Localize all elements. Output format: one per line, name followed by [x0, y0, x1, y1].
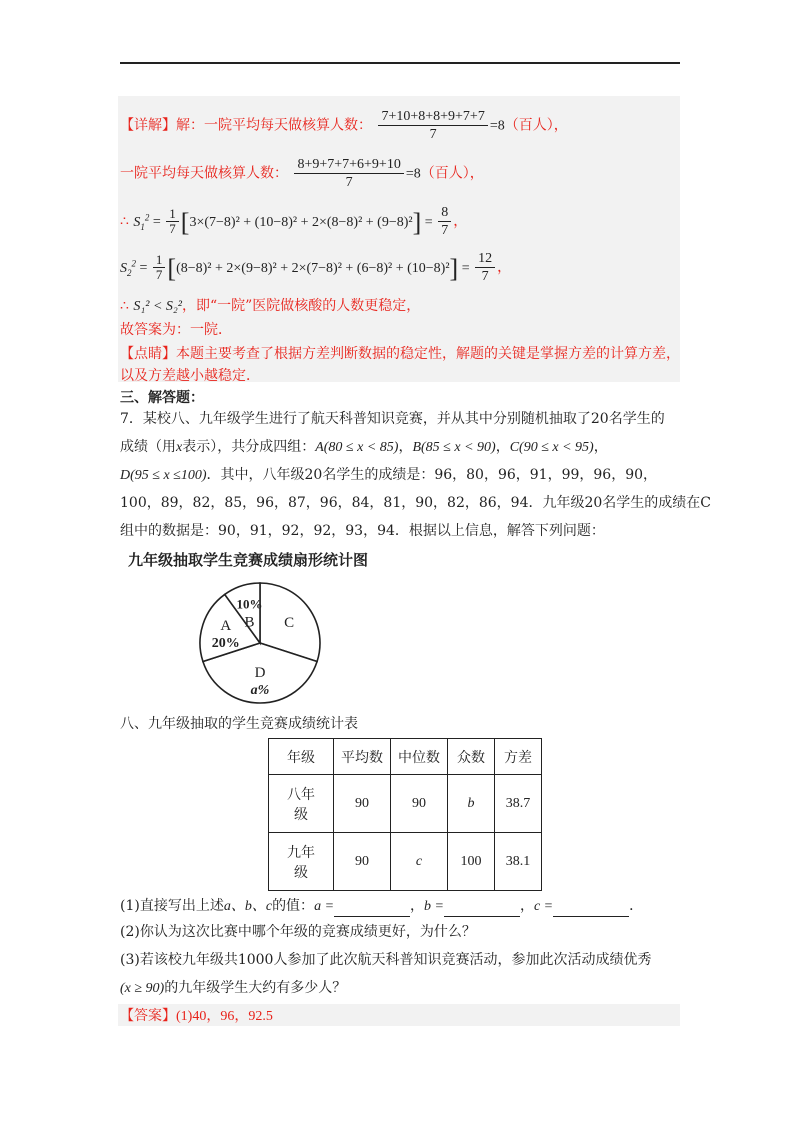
variance-comparison: S₁² < S₂²	[133, 299, 182, 314]
pie-value-b: 10%	[236, 596, 263, 612]
detail-line-2-text: 一院平均每天做核算人数：	[120, 165, 288, 182]
detail-line-3: ∴ $S_1^2$ = $\frac{1}{7}$ [3×(7−8)² + (10−8)² + 2×(8−8)² + (9−8)²] = $\frac{8}{7}$ ，	[120, 205, 468, 238]
fraction-1	[378, 108, 487, 143]
blank-a[interactable]	[334, 896, 410, 917]
variance-1-terms: 3×(7−8)² + (10−8)² + 2×(8−8)² + (9−8)²	[189, 214, 413, 230]
question-7-line-5: 组中的数据是：90，91，92，92，93，94．根据以上信息，解答下列问题：	[120, 523, 605, 539]
table-row	[269, 775, 542, 833]
question-3-line-1: (3)若该校九年级共1000人参加了此次航天科普知识竞赛活动，参加此次活动成绩优秀	[120, 952, 652, 968]
group-b: B(85 ≤ x < 90)	[412, 440, 496, 455]
mode-cell: 100	[448, 833, 495, 891]
median-cell: 90	[391, 775, 448, 833]
blank-b-label: b =	[424, 899, 444, 914]
question-1: (1)直接写出上述a、b、c的值：a = ，b = ，c = ．	[120, 896, 643, 917]
answer-text: (1)40，96，92.5	[176, 1009, 273, 1024]
pie-value-a: 20%	[211, 635, 240, 651]
header-rule	[120, 62, 680, 64]
variance-cell: 38.1	[495, 833, 542, 891]
unit-1: （百人），	[504, 117, 568, 134]
question-7-line-2: 成绩（用x表示），共分成四组：A(80 ≤ x < 85)，B(85 ≤ x < 90)，C(90 ≤ x < 95)，	[120, 439, 608, 455]
header-variance: 方差	[495, 739, 542, 775]
question-7-line-3: D(95 ≤ x ≤100)．其中，八年级20名学生的成绩是：96，80，96，91，99，96，90，	[120, 467, 658, 483]
conclusion-text: ，即“一院”医院做核酸的人数更稳定，	[181, 298, 421, 314]
final-answer-line: 故答案为：一院．	[120, 322, 232, 338]
blank-c-label: c =	[533, 899, 554, 914]
equals-1: =8	[489, 118, 505, 134]
table-row	[269, 833, 542, 891]
group-d: D(95 ≤ x ≤100)	[120, 468, 207, 483]
variance-1-result: $\frac{8}{7}$	[438, 204, 451, 239]
blank-c[interactable]	[553, 896, 629, 917]
mode-cell: b	[448, 775, 495, 833]
fraction-2-den: 7	[345, 175, 353, 190]
fraction-2	[294, 156, 403, 191]
blank-a-label: a =	[314, 899, 335, 914]
comment-line-1: 【点睛】本题主要考查了根据方差判断数据的稳定性，解题的关键是掌握方差的计算方差，	[120, 346, 680, 362]
pie-value-d: a%	[250, 683, 270, 698]
pie-label-b: B	[244, 614, 255, 631]
chart-title: 九年级抽取学生竞赛成绩扇形统计图	[128, 551, 369, 569]
detail-line-1-text: 解：一院平均每天做核算人数：	[176, 117, 372, 134]
s1-symbol: $S_1^2$	[133, 211, 150, 232]
s2-symbol: $S_2^2$	[120, 257, 136, 278]
detail-line-2	[120, 156, 484, 191]
variance-cell: 38.7	[495, 775, 542, 833]
pie-label-d: D	[254, 665, 266, 681]
mean-cell: 90	[334, 775, 391, 833]
table-caption: 八、九年级抽取的学生竞赛成绩统计表	[120, 716, 358, 732]
header-median: 中位数	[391, 739, 448, 775]
unit-2: （百人），	[420, 165, 484, 182]
variance-2-result: $\frac{12}{7}$	[475, 250, 495, 285]
group-c: C(90 ≤ x < 95)	[509, 440, 594, 455]
header-mean: 平均数	[334, 739, 391, 775]
stats-table	[268, 738, 542, 891]
section-heading: 三、解答题：	[120, 390, 204, 406]
one-seventh-1: $\frac{1}{7}$	[166, 207, 179, 236]
comment-tag: 【点睛】	[120, 346, 176, 362]
question-2: (2)你认为这次比赛中哪个年级的竞赛成绩更好，为什么？	[120, 924, 476, 940]
answer-tag: 【答案】	[120, 1008, 176, 1024]
pie-label-c: C	[284, 614, 295, 631]
blank-b[interactable]	[444, 896, 520, 917]
grade-cell: 八年 级	[269, 775, 334, 833]
median-cell: c	[391, 833, 448, 891]
detail-line-1	[120, 108, 568, 143]
group-a: A(80 ≤ x < 85)	[315, 440, 399, 455]
question-7-line-1: 7．某校八、九年级学生进行了航天科普知识竞赛，并从其中分别随机抽取了20名学生的	[120, 411, 665, 427]
detail-line-4: $S_2^2$ = $\frac{1}{7}$ [(8−8)² + 2×(9−8)² + 2×(7−8)² + (6−8)² + (10−8)²] = $\frac{12}{7}$ ，	[120, 251, 512, 284]
answer-line	[120, 1006, 273, 1027]
equals-2: =8	[405, 166, 421, 182]
one-seventh-2: $\frac{1}{7}$	[153, 253, 166, 282]
grade-cell: 九年 级	[269, 833, 334, 891]
question-3-line-2: (x ≥ 90)的九年级学生大约有多少人？	[120, 980, 347, 996]
fraction-2-num: 8+9+7+7+6+9+10	[294, 156, 403, 174]
header-mode: 众数	[448, 739, 495, 775]
variance-2-terms: (8−8)² + 2×(9−8)² + 2×(7−8)² + (6−8)² + (10−8)²	[176, 260, 450, 276]
fraction-1-num: 7+10+8+8+9+7+7	[378, 108, 487, 126]
question-7-line-4: 100，89，82，85，96，87，96，84，81，90，82，86，94．九年级20名学生的成绩在C	[120, 495, 712, 511]
pie-chart	[190, 578, 330, 708]
therefore-symbol-1: ∴	[120, 213, 129, 230]
pie-label-a: A	[220, 617, 232, 634]
table-header-row	[269, 739, 542, 775]
comment-line-2: 以及方差越小越稳定．	[120, 368, 260, 384]
therefore-symbol-2: ∴	[120, 298, 129, 314]
condition: (x ≥ 90)	[120, 981, 165, 996]
fraction-1-den: 7	[429, 127, 437, 142]
mean-cell: 90	[334, 833, 391, 891]
header-grade: 年级	[269, 739, 334, 775]
detail-tag: 【详解】	[120, 117, 176, 134]
detail-line-5	[120, 296, 420, 317]
